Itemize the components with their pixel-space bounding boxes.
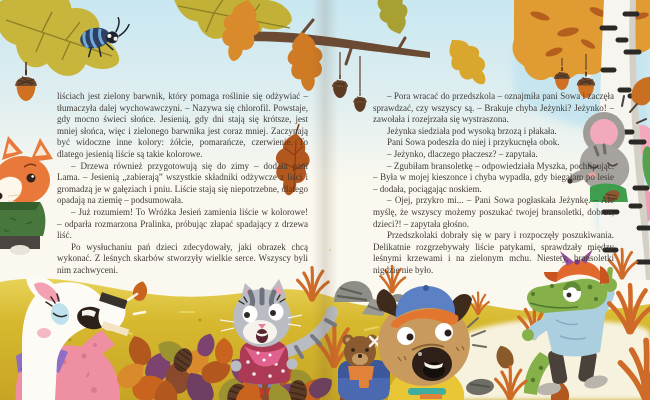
paragraph: – Ojej, przykro mi... – Pani Sowa pogłaskała Jeżynkę. – Ale myślę, że wszyscy możemy poszukać twojej bransoletki, dobrze, dzieci?! – zapytała głośno. [373, 195, 614, 229]
paragraph: – Pora wracać do przedszkola – oznajmiła pani Sowa i zaczęła sprawdzać, czy wszyscy są. – Brakuje chyba Jeżynki? Jeżynko! – zawołała i rozejrzała się wystraszona. [373, 91, 614, 125]
paragraph: – Drzewa również przygotowują się do zimy – dodała pani Lama. – Jesienią „zabierają” wszystkie składniki odżywcze z liści i gromadzą je w gałęziach i pniu. Liście stają się niepotrzebne, dlatego opadają na ziemię – podsumowała. [57, 160, 308, 206]
page-gutter [312, 0, 338, 400]
paragraph: Po wysłuchaniu pań dzieci zdecydowały, jaki obrazek chcą wykonać. Z leśnych skarbów stworzyły wielkie serce. Wszyscy byli nim zachwyceni. [57, 241, 308, 275]
paragraph: liściach jest zielony barwnik, który pomaga roślinie się odżywiać – tłumaczyła dalej wychowawczyni. – Nazywa się chlorofil. Powstaje, gdy mocno świeci słońce. Jesienią, gdy dni stają się krótsze, jest mniej słońca, więc i zielonego barwnika jest coraz mniej. Zaczynają być widoczne inne kolory: żółcie, pomarańcze, czerwienie. To dlatego jesienią liście są takie kolorowe. [57, 91, 308, 159]
paragraph: Przedszkolaki dobrały się w pary i rozpoczęły poszukiwania. Delikatnie rozgrzebywały liście patykami, sprawdzały między leśnymi krzewami i na zielonym mchu. Niestety, bransoletki nigdzie nie było. [373, 230, 614, 275]
paragraph: – Już rozumiem! To Wróżka Jesień zamienia liście w kolorowe! – odparła rozmarzona Pralinka, próbując złapać spadający z drzewa liść. [57, 206, 308, 241]
paragraph: Pani Sowa podeszła do niej i przykucnęła obok. [387, 137, 560, 148]
paragraph: – Jeżynko, dlaczego płaczesz? – zapytała. [387, 148, 538, 159]
paragraph: – Zgubiłam bransoletkę – odpowiedziała Myszka, pochlipując. – Była w mojej kieszonce i chyba wypadła, gdy biegałam po lesie – dodała, pociągając noskiem. [373, 160, 614, 194]
paragraph: Jeżynka siedziała pod wysoką brzozą i płakała. [387, 125, 557, 136]
left-page-text [57, 91, 308, 277]
right-page-text [373, 91, 614, 277]
